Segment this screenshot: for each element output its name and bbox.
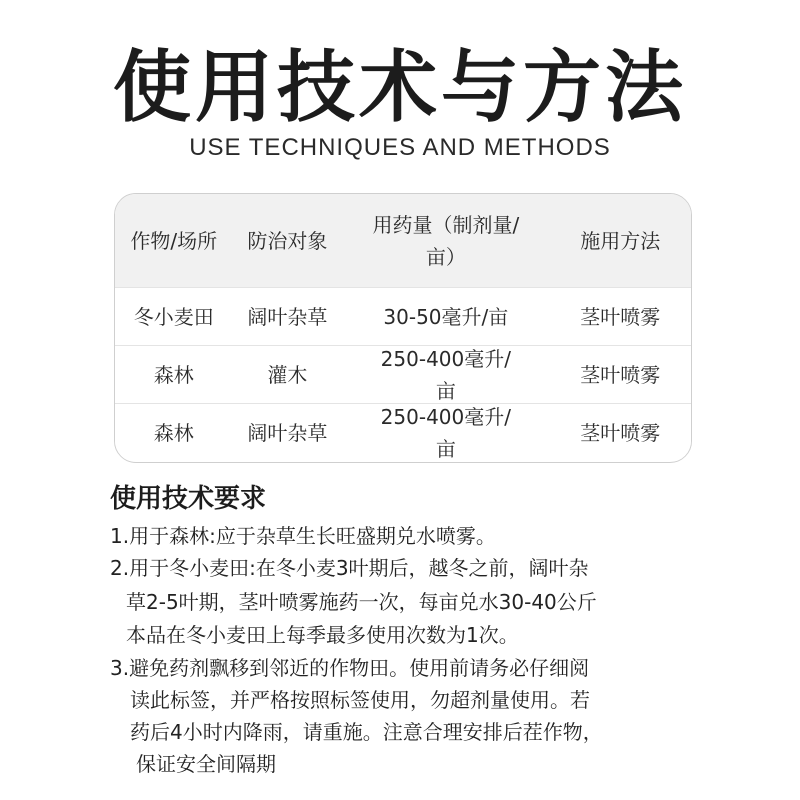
requirement-line: 读此标签，并严格按照标签使用，勿超剂量使用。若	[130, 688, 590, 712]
cell-method: 茎叶喷雾	[580, 304, 661, 329]
requirement-line: 本品在冬小麦田上每季最多使用次数为1次。	[126, 623, 519, 647]
header-dosage: 用药量（制剂量/亩）	[372, 212, 520, 269]
cell-crop-site: 冬小麦田	[133, 304, 214, 329]
table-row	[115, 403, 691, 461]
table-row	[115, 287, 691, 345]
cell-dosage: 250-400毫升/亩	[380, 346, 511, 403]
table-header-row	[115, 194, 691, 287]
cell-method: 茎叶喷雾	[580, 420, 661, 445]
requirement-line: 3.避免药剂飘移到邻近的作物田。使用前请务必仔细阅	[110, 656, 590, 680]
page-title: 使用技术与方法	[112, 43, 687, 133]
requirement-line: 药后4小时内降雨，请重施。注意合理安排后茬作物，	[130, 720, 603, 744]
cell-dosage: 250-400毫升/亩	[380, 404, 511, 461]
requirement-line: 保证安全间隔期	[136, 752, 276, 776]
requirements-heading: 使用技术要求	[110, 484, 267, 514]
header-method: 施用方法	[580, 228, 661, 253]
cell-target: 阔叶杂草	[247, 420, 328, 445]
header-target: 防治对象	[247, 228, 328, 253]
cell-target: 阔叶杂草	[247, 304, 328, 329]
requirement-line: 草2-5叶期，茎叶喷雾施药一次，每亩兑水30-40公斤	[126, 590, 597, 614]
requirement-line: 1.用于森林:应于杂草生长旺盛期兑水喷雾。	[110, 524, 496, 548]
requirement-line: 2.用于冬小麦田:在冬小麦3叶期后，越冬之前，阔叶杂	[110, 556, 589, 580]
cell-method: 茎叶喷雾	[580, 362, 661, 387]
header-crop-site: 作物/场所	[130, 228, 218, 253]
cell-crop-site: 森林	[153, 362, 194, 387]
cell-target: 灌木	[267, 362, 308, 387]
usage-table	[114, 193, 692, 463]
cell-crop-site: 森林	[153, 420, 194, 445]
cell-dosage: 30-50毫升/亩	[383, 304, 509, 329]
page-subtitle: USE TECHNIQUES AND METHODS	[189, 134, 611, 161]
table-row	[115, 345, 691, 403]
